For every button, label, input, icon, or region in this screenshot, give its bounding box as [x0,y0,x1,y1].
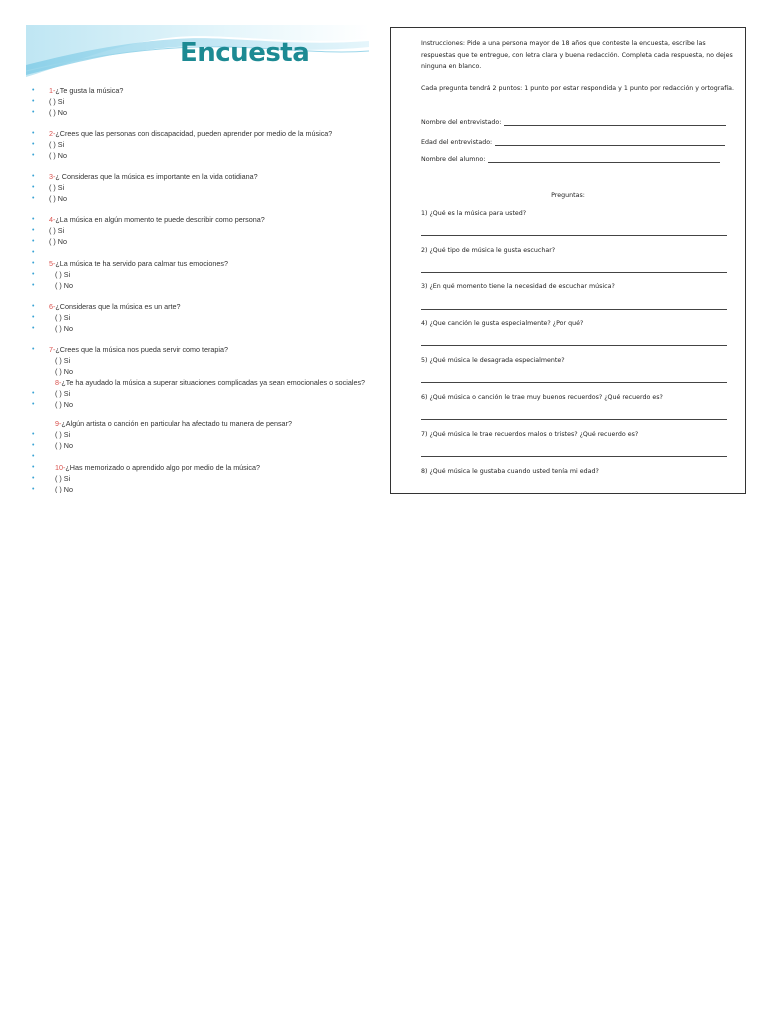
option-label: ( ) No [49,151,67,160]
question-number: 1- [49,86,56,95]
question-text: ¿Algún artista o canción en particular ha afectado tu manera de pensar? [61,419,292,428]
question-label [49,258,228,269]
question-label [49,301,180,312]
answer-option[interactable] [32,280,365,291]
bullet-icon: • [32,442,35,449]
survey-question [32,214,365,225]
bullet-icon: • [32,431,35,438]
answer-line-4[interactable] [421,345,727,346]
option-label: ( ) Si [55,313,71,322]
question-number: 10- [55,463,66,472]
answer-line-3[interactable] [421,309,727,310]
survey-question [32,171,365,182]
bullet-icon: • [32,346,35,353]
answer-line-6[interactable] [421,419,727,420]
answer-option[interactable] [32,193,365,204]
instructions-text: Instrucciones: Pide a una persona mayor de 18 años que conteste la encuesta, escribe las respuestas que te entregue, con letra clara y buena redacción. Completa cada respuesta, no dejes ninguna en blanco. [421,40,733,70]
field-label: Nombre del alumno: [421,156,486,163]
question-label [55,462,260,473]
spacer [32,291,365,301]
question-2: 2) ¿Qué tipo de música le gusta escuchar? [421,247,556,254]
survey-question [32,85,365,96]
option-label: ( ) Si [49,140,65,149]
bullet-icon: • [32,109,35,116]
bullet-icon: • [32,260,35,267]
question-text: ¿Consideras que la música es un arte? [55,302,181,311]
question-text: ¿Crees que la música nos pueda servir como terapia? [55,345,228,354]
question-1: 1) ¿Qué es la música para usted? [421,210,527,217]
answer-line-2[interactable] [421,272,727,273]
question-number: 2- [49,129,56,138]
interviewee-age-field[interactable] [421,138,725,146]
question-label [49,128,332,139]
encuesta-panel [26,25,369,493]
question-number: 6- [49,302,56,311]
question-label [49,85,123,96]
bullet-icon: • [32,87,35,94]
bullet-icon: • [32,453,35,460]
answer-option[interactable] [32,236,365,247]
answer-option[interactable] [32,269,365,280]
worksheet-panel [390,27,746,494]
survey-question [32,462,365,473]
question-number: 7- [49,345,56,354]
spacer [32,118,365,128]
answer-option[interactable] [32,323,365,334]
question-7: 7) ¿Qué música le trae recuerdos malos o tristes? ¿Qué recuerdo es? [421,431,639,438]
spacer [32,451,365,462]
question-6: 6) ¿Qué música o canción le trae muy buenos recuerdos? ¿Qué recuerdo es? [421,394,663,401]
field-label: Nombre del entrevistado: [421,119,502,126]
answer-option[interactable] [32,399,365,410]
question-label [49,214,265,225]
option-label: ( ) Si [55,389,71,398]
question-text: ¿Te ha ayudado la música a superar situaciones complicadas ya sean emocionales o sociales? [61,378,366,387]
bullet-icon: • [32,325,35,332]
survey-question [32,128,365,139]
bullet-icon: • [32,195,35,202]
survey-question [32,377,365,388]
bullet-icon: • [32,282,35,289]
option-label: ( ) No [55,400,73,409]
answer-line-5[interactable] [421,382,727,383]
question-4: 4) ¿Que canción le gusta especialmente? ¿Por qué? [421,320,584,327]
question-label [49,344,228,355]
spacer [32,247,365,258]
answer-line-1[interactable] [421,235,727,236]
question-label [55,377,365,388]
question-8: 8) ¿Qué música le gustaba cuando usted tenía mi edad? [421,468,599,475]
option-label: ( ) Si [49,97,65,106]
survey-question [32,258,365,269]
survey-question [32,418,365,429]
answer-option[interactable] [32,96,365,107]
answer-option[interactable] [32,429,365,440]
question-number: 8- [55,378,62,387]
option-label: ( ) No [49,194,67,203]
option-label: ( ) No [55,324,73,333]
option-label: ( ) Si [55,430,71,439]
answer-line-7[interactable] [421,456,727,457]
option-label: ( ) Si [55,474,71,483]
bullet-icon: • [32,184,35,191]
scoring-text: Cada pregunta tendrá 2 puntos: 1 punto por estar respondida y 1 punto por redacción y ortografía. [421,85,735,92]
answer-line [488,155,720,163]
answer-option[interactable] [32,484,365,493]
option-label: ( ) No [55,485,73,493]
page-title: Encuesta [180,38,310,68]
bullet-icon: • [32,238,35,245]
question-number: 5- [49,259,56,268]
option-label: ( ) No [55,281,73,290]
questions-header: Preguntas: [551,192,585,199]
answer-option[interactable] [32,366,365,377]
question-text: ¿La música te ha servido para calmar tus emociones? [55,259,228,268]
answer-option[interactable] [32,225,365,236]
answer-option[interactable] [32,107,365,118]
option-label: ( ) No [55,367,73,376]
bullet-icon: • [32,130,35,137]
question-3: 3) ¿En qué momento tiene la necesidad de escuchar música? [421,283,615,290]
option-label: ( ) Si [55,356,71,365]
option-label: ( ) Si [49,226,65,235]
bullet-icon: • [32,249,35,256]
option-label: ( ) Si [55,270,71,279]
bullet-icon: • [32,173,35,180]
question-text: ¿Te gusta la música? [55,86,124,95]
student-name-field[interactable] [421,155,720,163]
answer-option[interactable] [32,150,365,161]
question-text: ¿Has memorizado o aprendido algo por medio de la música? [65,463,260,472]
answer-option[interactable] [32,182,365,193]
field-label: Edad del entrevistado: [421,139,493,146]
bullet-icon: • [32,401,35,408]
bullet-icon: • [32,475,35,482]
bullet-icon: • [32,227,35,234]
question-text: ¿ Consideras que la música es importante en la vida cotidiana? [55,172,258,181]
answer-option[interactable] [32,312,365,323]
answer-option[interactable] [32,440,365,451]
option-label: ( ) No [55,441,73,450]
spacer [32,334,365,344]
answer-line [504,118,726,126]
question-text: ¿La música en algún momento te puede describir como persona? [55,215,265,224]
answer-option[interactable] [32,139,365,150]
option-label: ( ) No [49,108,67,117]
option-label: ( ) No [49,237,67,246]
answer-option[interactable] [32,473,365,484]
bullet-icon: • [32,98,35,105]
interviewee-name-field[interactable] [421,118,726,126]
survey-question [32,301,365,312]
option-label: ( ) Si [49,183,65,192]
bullet-icon: • [32,141,35,148]
spacer [32,410,365,418]
answer-option[interactable] [32,388,365,399]
bullet-icon: • [32,464,35,471]
question-label [55,418,292,429]
question-5: 5) ¿Qué música le desagrada especialmente? [421,357,565,364]
bullet-icon: • [32,152,35,159]
bullet-icon: • [32,390,35,397]
answer-line [495,138,725,146]
bullet-icon: • [32,303,35,310]
question-text: ¿Crees que las personas con discapacidad, pueden aprender por medio de la música? [55,129,333,138]
question-number: 3- [49,172,56,181]
spacer [32,204,365,214]
question-number: 9- [55,419,62,428]
spacer [32,161,365,171]
bullet-icon: • [32,314,35,321]
survey-question [32,344,365,355]
bullet-icon: • [32,486,35,493]
bullet-icon: • [32,271,35,278]
question-label [49,171,258,182]
question-number: 4- [49,215,56,224]
bullet-icon: • [32,216,35,223]
question-list [32,85,365,493]
answer-option[interactable] [32,355,365,366]
